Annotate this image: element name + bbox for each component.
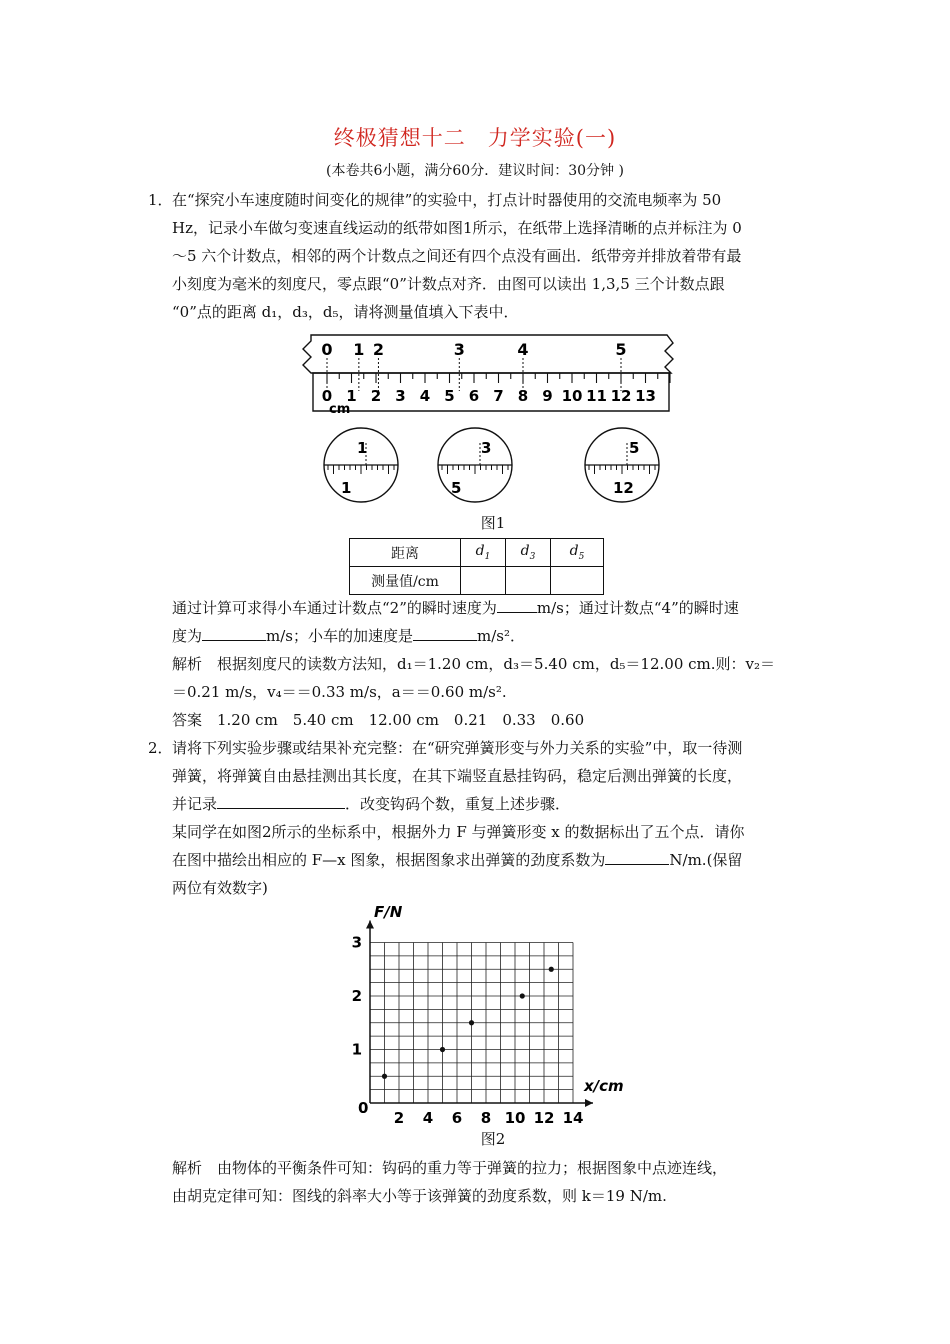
magnifier-2 — [438, 428, 512, 502]
page-subtitle: (本卷共6小题，满分60分．建议时间：30分钟 ) — [326, 163, 624, 179]
tape-count-label: 1 — [353, 340, 365, 359]
data-point — [440, 1047, 445, 1052]
table-row-label: 测量值/cm — [350, 567, 461, 595]
chart-axes — [366, 921, 593, 1108]
ruler-unit-label: cm — [329, 402, 351, 417]
figure-1-caption: 图1 — [480, 514, 506, 532]
q1-answer: 答案 1.20 cm 5.40 cm 12.00 cm 0.21 0.33 0.60 — [172, 711, 585, 729]
ruler-number: 6 — [468, 387, 480, 405]
q2-text-line: 并记录 ．改变钩码个数，重复上述步骤． — [172, 795, 571, 813]
table-cell-d1[interactable] — [461, 567, 506, 595]
answer-blank[interactable] — [202, 626, 266, 641]
q1-analysis-line: 解析 根据刻度尺的读数方法知，d₁＝1.20 cm，d₃＝5.40 cm，d₅＝12.00 cm.则：v₂＝ — [172, 655, 776, 673]
y-axis-arrow — [366, 921, 374, 929]
x-tick-label: 6 — [451, 1109, 463, 1125]
chart-y-axis-label: F/N — [374, 903, 403, 921]
y-tick-label: 2 — [351, 987, 362, 1005]
x-tick-label: 14 — [562, 1109, 584, 1125]
ruler-numbers — [322, 387, 656, 405]
q1-analysis-line: ＝0.21 m/s，v₄＝＝0.33 m/s，a＝＝0.60 m/s². — [172, 683, 507, 701]
table-header-distance: 距离 — [350, 539, 461, 567]
table-header-d5: $d_5$ — [551, 539, 604, 567]
data-point — [520, 993, 525, 998]
q1-fill-line-2: 度为 m/s；小车的加速度是 m/s²． — [172, 627, 525, 645]
table-header-d1: $d_1$ — [461, 539, 506, 567]
magnifier-top-label: 3 — [481, 439, 492, 457]
x-tick-label: 10 — [504, 1109, 526, 1125]
chart-x-axis-label: x/cm — [584, 1077, 624, 1095]
q2-analysis-line: 由胡克定律可知：图线的斜率大小等于该弹簧的劲度系数，则 k＝19 N/m. — [172, 1187, 667, 1205]
q2-number: 2． — [148, 739, 173, 757]
data-point — [549, 967, 554, 972]
q2-text-line: 两位有效数字) — [172, 879, 268, 897]
ruler-number: 10 — [561, 387, 583, 405]
x-tick-label: 12 — [533, 1109, 555, 1125]
answer-blank[interactable] — [413, 626, 477, 641]
magnifier-1 — [324, 428, 398, 502]
answer-blank[interactable] — [605, 850, 669, 865]
magnifier-bottom-label: 12 — [613, 479, 634, 497]
data-point — [469, 1020, 474, 1025]
ruler-number: 3 — [395, 387, 406, 405]
ruler-number: 12 — [610, 387, 632, 405]
answer-blank[interactable] — [217, 794, 345, 809]
q1-text-line: 在“探究小车速度随时间变化的规律”的实验中，打点计时器使用的交流电频率为 50 — [172, 191, 722, 209]
table-header-d3: $d_3$ — [506, 539, 551, 567]
table-cell-d3[interactable] — [506, 567, 551, 595]
q2-analysis-line: 解析 由物体的平衡条件可知：钩码的重力等于弹簧的拉力；根据图象中点迹连线， — [172, 1159, 728, 1177]
tape-count-label: 0 — [321, 340, 333, 359]
figure-1-tape-ruler — [295, 325, 685, 505]
q1-fill-line-1: 通过计算可求得小车通过计数点“2”的瞬时速度为 m/s；通过计数点“4”的瞬时速 — [172, 599, 739, 617]
data-point — [382, 1074, 387, 1079]
q1-text-line: ～5 六个计数点，相邻的两个计数点之间还有四个点没有画出．纸带旁并排放着带有最 — [172, 247, 742, 265]
table-cell-d5[interactable] — [551, 567, 604, 595]
ruler-number: 8 — [517, 387, 529, 405]
ruler-number: 5 — [444, 387, 455, 405]
q2-text-line: 某同学在如图2所示的坐标系中，根据外力 F 与弹簧形变 x 的数据标出了五个点．请你 — [172, 823, 745, 841]
tape-labels — [321, 340, 626, 391]
chart-origin-label: 0 — [358, 1099, 369, 1117]
magnifier-bottom-label: 1 — [341, 479, 352, 497]
x-axis-arrow — [585, 1099, 593, 1107]
q1-text-line: Hz，记录小车做匀变速直线运动的纸带如图1所示，在纸带上选择清晰的点并标注为 0 — [172, 219, 742, 237]
q2-text-line: 在图中描绘出相应的 F—x 图象，根据图象求出弹簧的劲度系数为 N/m.(保留 — [172, 851, 743, 869]
figure-2-caption: 图2 — [480, 1130, 506, 1148]
figure-2-chart — [340, 895, 640, 1125]
y-tick-label: 1 — [351, 1040, 362, 1059]
x-tick-label: 2 — [393, 1109, 405, 1125]
q1-number: 1． — [148, 191, 173, 209]
tape-count-label: 5 — [615, 340, 627, 359]
q2-text-line: 请将下列实验步骤或结果补充完整：在“研究弹簧形变与外力关系的实验”中，取一待测 — [172, 739, 743, 757]
q1-text-line: “0”点的距离 d₁，d₃，d₅，请将测量值填入下表中． — [172, 303, 519, 321]
ruler-number: 7 — [493, 387, 504, 405]
x-tick-label: 4 — [422, 1109, 434, 1125]
magnifier-bottom-label: 5 — [451, 479, 462, 497]
ruler-number: 9 — [542, 387, 553, 405]
ruler-number: 2 — [370, 387, 382, 405]
tape-count-label: 3 — [453, 340, 465, 359]
magnifier-top-label: 1 — [357, 439, 368, 457]
magnifier-top-label: 5 — [629, 439, 640, 457]
y-tick-label: 3 — [351, 933, 362, 952]
q1-text-line: 小刻度为毫米的刻度尺，零点跟“0”计数点对齐．由图可以读出 1,3,5 三个计数点跟 — [172, 275, 725, 293]
measurement-table — [349, 538, 604, 595]
ruler-number: 0 — [321, 387, 333, 405]
ruler-number: 1 — [346, 387, 357, 405]
answer-blank[interactable] — [497, 598, 537, 613]
magnifier-3 — [585, 428, 659, 502]
ruler-number: 13 — [635, 387, 656, 405]
tape-count-label: 4 — [517, 340, 529, 359]
q2-text-line: 弹簧，将弹簧自由悬挂测出其长度，在其下端竖直悬挂钩码，稳定后测出弹簧的长度， — [172, 767, 743, 785]
ruler-number: 4 — [419, 387, 431, 405]
page-title: 终极猜想十二 力学实验(一) — [333, 126, 617, 150]
ruler-number: 11 — [586, 387, 607, 405]
x-tick-label: 8 — [480, 1109, 492, 1125]
chart-tick-labels — [352, 934, 584, 1126]
tape-count-label: 2 — [372, 340, 385, 359]
